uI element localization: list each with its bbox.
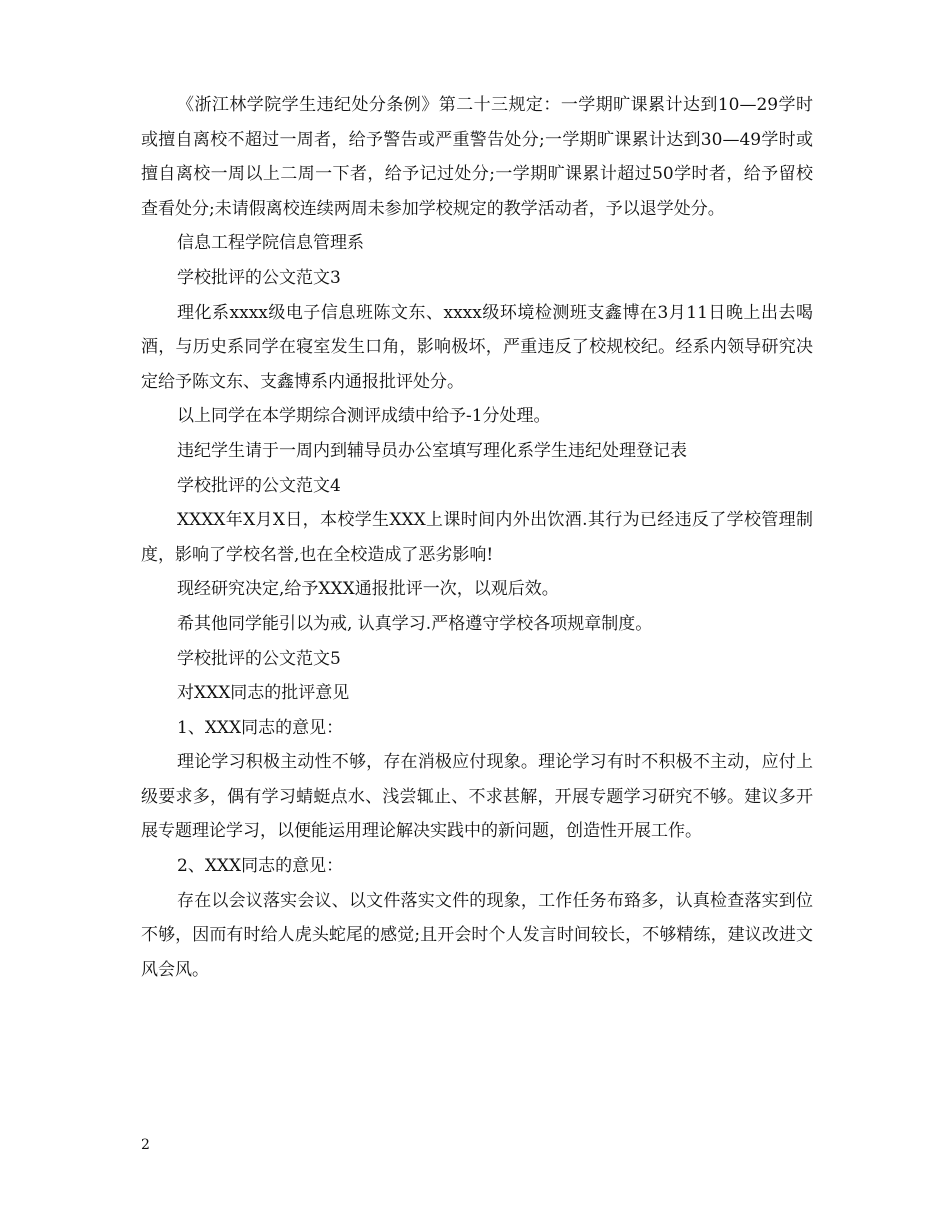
paragraph-opinion-2-body: 存在以会议落实会议、以文件落实文件的现象，工作任务布臵多，认真检查落实到位不够，因而有时给人虎头蛇尾的感觉;且开会时个人发言时间较长，不够精练，建议改进文风会风。 [141,890,813,980]
heading-opinion-2: 2、XXX同志的意见： [177,856,344,877]
heading-sample-5: 学校批评的公文范文5 [177,648,341,669]
heading-sample-4: 学校批评的公文范文4 [177,475,341,496]
heading-sample-3: 学校批评的公文范文3 [177,267,341,288]
paragraph-opinion-1-body: 理论学习积极主动性不够，存在消极应付现象。理论学习有时不积极不主动，应付上级要求多，偶有学习蜻蜓点水、浅尝辄止、不求甚解，开展专题学习研究不够。建议多开展专题理论学习，以便能运用理论解决实践中的新问题，创造性开展工作。 [141,752,813,842]
paragraph-score-deduction: 以上同学在本学期综合测评成绩中给予-1分处理。 [177,406,551,427]
paragraph-sample-3-body: 理化系xxxx级电子信息班陈文东、xxxx级环境检测班支鑫博在3月11日晚上出去喝酒，与历史系同学在寝室发生口角，影响极坏，严重违反了校规校纪。经系内领导研究决定给予陈文东、支鑫博系内通报批评处分。 [141,302,813,392]
paragraph-registration: 违纪学生请于一周内到辅导员办公室填写理化系学生违纪处理登记表 [177,440,687,461]
page-number: 2 [141,1137,150,1153]
document-body [141,88,813,987]
paragraph-warning: 希其他同学能引以为戒, 认真学习.严格遵守学校各项规章制度。 [177,613,653,634]
paragraph-decision: 现经研究决定,给予XXX通报批评一次，以观后效。 [177,579,559,600]
paragraph-regulation: 《浙江林学院学生违纪处分条例》第二十三规定：一学期旷课累计达到10—29学时或擅自离校不超过一周者，给予警告或严重警告处分;一学期旷课累计达到30—49学时或擅自离校一周以上二周一下者，给予记过处分;一学期旷课累计超过50学时者，给予留校查看处分;未请假离校连续两周未参加学校规定的教学活动者，予以退学处分。 [141,95,813,219]
paragraph-sample-4-body: XXXX年X月X日，本校学生XXX上课时间内外出饮酒.其行为已经违反了学校管理制度，影响了学校名誉,也在全校造成了恶劣影响! [141,510,813,565]
paragraph-department: 信息工程学院信息管理系 [177,233,364,254]
heading-criticism-opinion: 对XXX同志的批评意见 [177,683,350,704]
heading-opinion-1: 1、XXX同志的意见： [177,717,344,738]
